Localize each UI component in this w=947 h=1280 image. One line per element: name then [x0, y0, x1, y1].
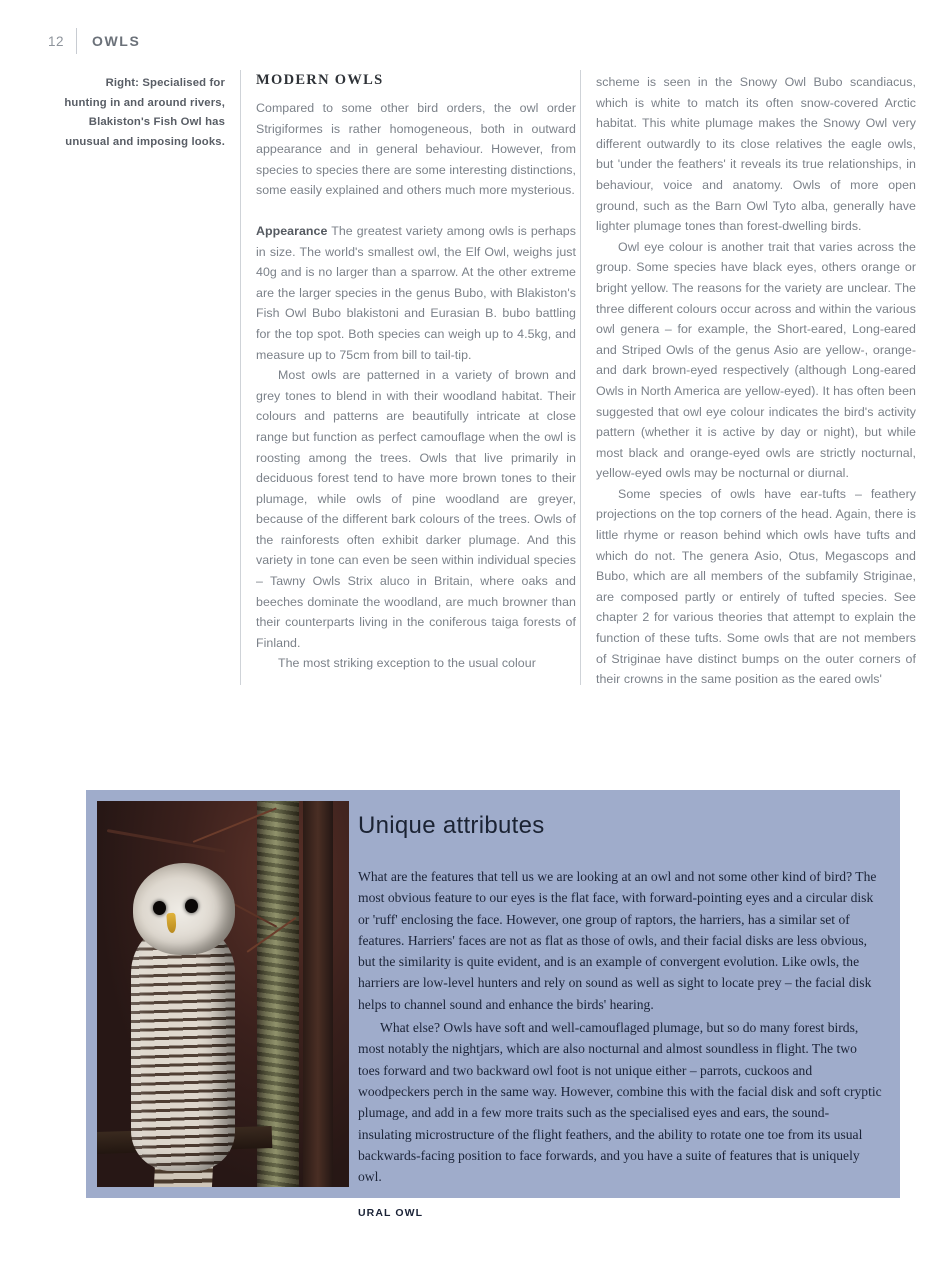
column-divider-left — [240, 70, 241, 685]
section-heading: MODERN OWLS — [256, 72, 384, 88]
paragraph-text: The greatest variety among owls is perhaps in size. The world's smallest owl, the Elf Owl, weighs just 40g and is no larger than a sparrow. At the other extreme are the larger species in the genus Bubo, with Blakiston's Fish Owl Bubo blakistoni and Eurasian B. bubo battling for the top spot. Both species can weigh up to 4.5kg, and measure up to 75cm from bill to tail-tip. — [256, 223, 576, 362]
owl-eye-right — [185, 899, 198, 913]
paragraph: The most striking exception to the usual colour — [278, 656, 536, 671]
paragraph-lead-term: Appearance — [256, 223, 328, 238]
photo-caption: URAL OWL — [358, 1207, 424, 1220]
paragraph: Most owls are patterned in a variety of brown and grey tones to blend in with their woodland habitat. Their colours and patterns are beautifully intricate at close range but function as perfect camouflage when the owl is roosting among the trees. Owls that live primarily in deciduous forest tend to have more brown tones to their plumage, while owls of pine woodland are greyer, because of the different bark colours of the trees. Owls of the rainforests often exhibit darker plumage. And this variety in tone can even be seen within individual species – Tawny Owls Strix aluco in Britain, where oaks and beeches dominate the woodland, are much browner than their counterparts living in the coniferous taiga forests of Finland. — [256, 368, 576, 650]
feature-panel-content — [358, 812, 882, 1219]
owl-eye-left — [153, 901, 166, 915]
running-head-title: OWLS — [92, 33, 141, 49]
ural-owl-photo — [97, 801, 349, 1187]
figure-caption-column — [60, 74, 225, 152]
feature-panel-title: Unique attributes — [358, 812, 545, 839]
paragraph: Owl eye colour is another trait that varies across the group. Some species have black eyes, others orange or bright yellow. The reasons for the variety are unclear. The three different colours occur across and within the various owl genera – for example, the Short-eared, Long-eared and Striped Owls of the genus Asio are yellow-, orange- and dark brown-eyed respectively (although Long-eared Owls in North America are yellow-eyed). It has often been suggested that owl eye colour indicates the bird's activity pattern (whether it is active by day or night), but while most black and orange-eyed owls are strictly nocturnal, yellow-eyed owls may be nocturnal or diurnal. — [596, 239, 916, 481]
paragraph — [256, 221, 576, 365]
paragraph: Some species of owls have ear-tufts – feathery projections on the top corners of the head. Again, there is little rhyme or reason behind which owls have tufts and which do not. The genera Asio, Otus, Megascops and Bubo, which are all members of the subfamily Striginae, are composed partly or entirely of tufted species. See chapter 2 for various theories that attempt to explain the function of these tufts. Some owls that are not members of Striginae have distinct bumps on the outer corners of their crowns in the same position as the eared owls' — [596, 486, 916, 687]
figure-caption: Right: Specialised for hunting in and around rivers, Blakiston's Fish Owl has unusual and imposing looks. — [64, 77, 225, 148]
paragraph: What else? Owls have soft and well-camouflaged plumage, but so do many forest birds, most notably the nightjars, which are also nocturnal and almost soundless in flight. The two toes forward and two backward owl foot is not unique either – parrots, cuckoos and woodpeckers perch in the same way. However, combine this with the facial disk and soft cryptic plumage, and add in a few more traits such as the specialised eyes and ears, the sound-insulating microstructure of the flight feathers, and the ability to rotate one toe from its usual backwards-facing position to face forwards, and you have a suite of features that is uniquely owl. — [358, 1020, 882, 1185]
photo-background-trunk — [303, 801, 333, 1187]
owl-head — [133, 863, 235, 955]
owl-body — [131, 921, 235, 1171]
paragraph: scheme is seen in the Snowy Owl Bubo scandiacus, which is white to match its often snow-covered Arctic habitat. This white plumage makes the Snowy Owl very different outwardly to its close relatives the eagle owls, but 'under the feathers' it reveals its true relationships, in behaviour, voice and anatomy. Owls of more open ground, such as the Barn Owl Tyto alba, generally have lighter plumage tones than forest-dwelling birds. — [596, 75, 916, 234]
paragraph: Compared to some other bird orders, the owl order Strigiformes is rather homogeneous, both in outward appearance and in general behaviour. However, from species to species there are some interesting distinctions, some easily explained and others much more mysterious. — [256, 101, 576, 198]
feature-panel — [86, 790, 900, 1220]
paragraph: What are the features that tell us we are looking at an owl and not some other kind of bird? The most obvious feature to our eyes is the flat face, with forward-pointing eyes and a circular disk or 'ruff' enclosing the face. However, one group of raptors, the harriers, has a similar set of features. Harriers' faces are not as flat as those of owls, and their facial disks are less obvious, but the similarity is quite evident, and is an example of convergent evolution. Like owls, the harriers are low-level hunters and rely on sound as well as sight to locate prey – the facial disk helps to channel sound and enhance the birds' hearing. — [358, 869, 877, 1012]
text-column-2 — [596, 72, 916, 690]
page-number: 12 — [48, 34, 65, 49]
text-column-1 — [256, 72, 576, 674]
column-divider-right — [580, 70, 581, 685]
